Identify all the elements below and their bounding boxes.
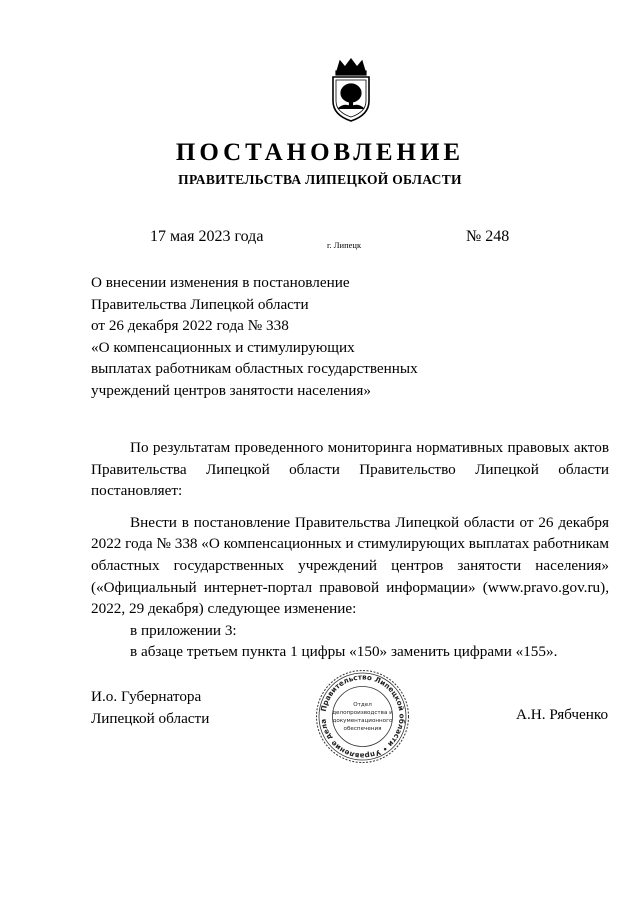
signatory-position: [91, 686, 209, 729]
subject-line: «О компенсационных и стимулирующих: [91, 338, 355, 356]
document-number: № 248: [466, 228, 510, 245]
change-line: в абзаце третьем пункта 1 цифры «150» заменить цифрами «155».: [130, 643, 558, 661]
official-seal-icon: [315, 669, 410, 764]
signatory-position-line: Липецкой области: [91, 709, 210, 727]
svg-text:обеспечения: обеспечения: [343, 726, 382, 732]
appendix-line: в приложении 3:: [130, 621, 237, 639]
document-date: 17 мая 2023 года: [150, 228, 264, 245]
document-body: [91, 437, 609, 663]
document-title: ПОСТАНОВЛЕНИЕ: [175, 139, 465, 166]
document-issuer: ПРАВИТЕЛЬСТВА ЛИПЕЦКОЙ ОБЛАСТИ: [178, 172, 462, 187]
svg-text:Правительство Липецкой области: Правительство Липецкой области • Управление дела: [318, 672, 407, 761]
document-subject: [91, 272, 451, 402]
svg-text:Отдел: Отдел: [353, 702, 372, 708]
main-paragraph-line: 2022 года № 338 «О компенсационных и стимулирующих выплатах работникам: [91, 535, 610, 553]
coat-of-arms-icon: [328, 57, 374, 123]
subject-line: от 26 декабря 2022 года № 338: [91, 317, 289, 335]
preamble-line: Правительства Липецкой области Правительство Липецкой области: [91, 460, 609, 478]
svg-text:делопроизводства и: делопроизводства и: [332, 710, 393, 716]
subject-line: О внесении изменения в постановление: [91, 274, 350, 291]
main-paragraph-line: 2022, 29 декабря) следующее изменение:: [91, 600, 357, 618]
signatory-position-line: И.о. Губернатора: [91, 688, 202, 705]
document-city: г. Липецк: [327, 240, 362, 250]
main-paragraph-line: («Официальный интернет-портал правовой информации» (www.pravo.gov.ru),: [91, 578, 609, 596]
main-paragraph-line: областных государственных учреждений центров занятости населения»: [91, 556, 609, 574]
preamble-line: По результатам проведенного мониторинга нормативных правовых актов: [130, 439, 609, 456]
signatory-name: А.Н. Рябченко: [516, 706, 609, 723]
main-paragraph-line: Внести в постановление Правительства Липецкой области от 26 декабря: [130, 513, 609, 531]
svg-text:документационного: документационного: [332, 718, 393, 724]
subject-line: учреждений центров занятости населения»: [91, 381, 371, 399]
subject-line: выплатах работникам областных государственных: [91, 360, 418, 378]
subject-line: Правительства Липецкой области: [91, 295, 309, 313]
preamble-line: постановляет:: [91, 482, 183, 500]
